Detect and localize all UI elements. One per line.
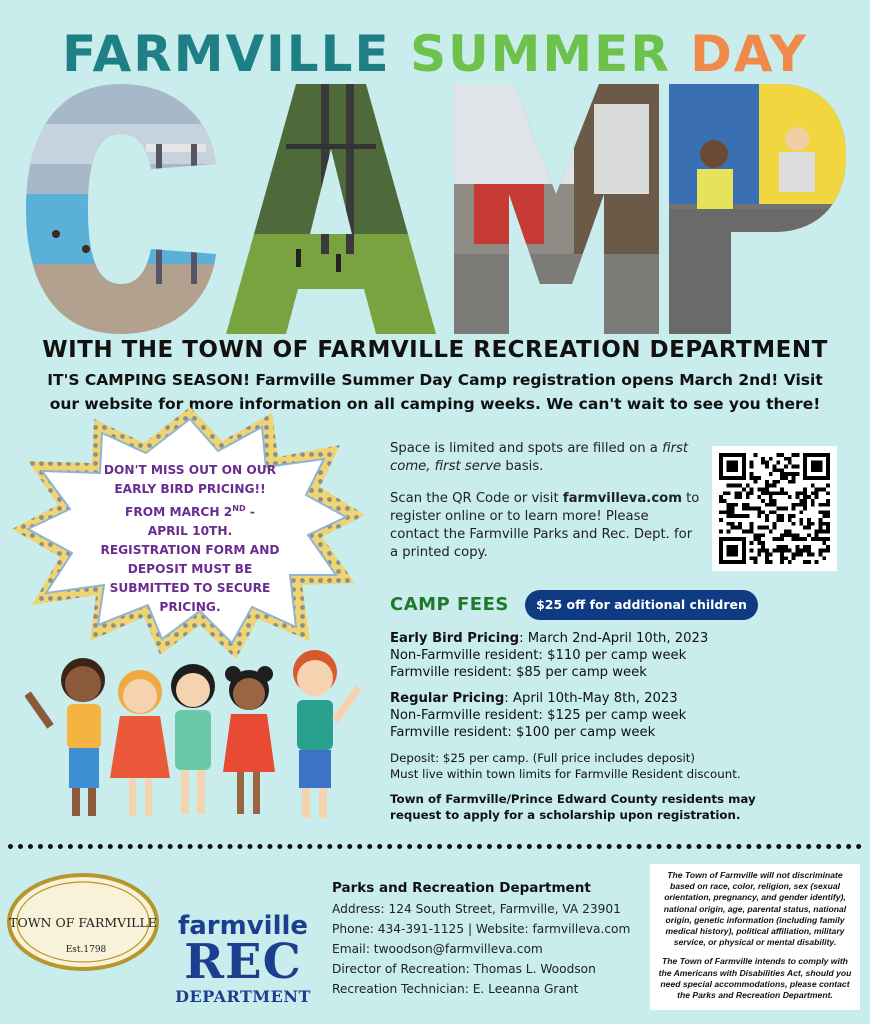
notice-paragraph: The Town of Farmville will not discriminate based on race, color, religion, sex (sexual orientation, pregnancy, and gender identify), national origin, age, parental status, national origin, genetic information (including family medical history), political affiliation, military service, or physical or mental disability. — [663, 870, 847, 948]
nondiscrimination-notice — [650, 864, 860, 1010]
rec-logo-rec: REC — [184, 934, 302, 990]
title-word-farmville: FARMVILLE — [62, 25, 391, 83]
kid-figure — [171, 664, 215, 814]
dotted-divider — [8, 844, 862, 849]
rec-logo-farmville: farmville — [177, 911, 309, 941]
callout-line: REGISTRATION FORM AND — [100, 543, 280, 558]
info-text: Space is limited and spots are filled on a — [390, 441, 663, 456]
scholarship-line: Town of Farmville/Prince Edward County residents may — [390, 792, 756, 806]
residency-note: Must live within town limits for Farmville Resident discount. — [390, 767, 741, 781]
letter-c-pool-photo — [26, 84, 216, 334]
page-title — [0, 26, 870, 82]
callout-line: DON'T MISS OUT ON OUR — [103, 463, 277, 477]
deposit-note: Deposit: $25 per camp. (Full price includes deposit) — [390, 751, 696, 765]
callout-line: SUBMITTED TO SECURE — [109, 581, 271, 596]
pricing-line: Non-Farmville resident: $110 per camp week — [390, 648, 687, 663]
pricing-line: Non-Farmville resident: $125 per camp week — [390, 708, 687, 723]
town-of-farmville-logo — [6, 872, 161, 972]
contact-email[interactable]: Email: twoodson@farmvilleva.com — [332, 942, 543, 956]
regular-pricing — [390, 690, 790, 741]
qr-code[interactable] — [712, 446, 837, 571]
farmville-rec-logo — [163, 912, 323, 1010]
sibling-discount-badge: $25 off for additional children — [525, 590, 758, 620]
contact-heading: Parks and Recreation Department — [332, 880, 591, 896]
contact-info — [332, 878, 650, 999]
callout-line — [70, 499, 310, 522]
callout-line-text: FROM MARCH 2 — [125, 505, 233, 520]
kid-figure — [223, 666, 275, 814]
logo-established: Est.1798 — [65, 945, 107, 955]
title-word-summer: SUMMER — [410, 25, 671, 83]
kid-figure — [25, 658, 105, 816]
callout-line: PRICING. — [159, 600, 221, 615]
callout-line: EARLY BIRD PRICING!! — [114, 482, 266, 496]
notice-paragraph: The Town of Farmville intends to comply with the Americans with Disabilities Act, should you need special accommodations, please contact the Parks and Recreation Department. — [658, 956, 852, 1001]
early-bird-pricing — [390, 630, 790, 681]
pricing-dates: : March 2nd-April 10th, 2023 — [519, 631, 709, 646]
intro-text: IT'S CAMPING SEASON! Farmville Summer Day Camp registration opens March 2nd! Visit our website for more information on all camping weeks. We can't wait to see you there! — [47, 371, 823, 413]
logo-town-name: TOWN OF FARMVILLE — [9, 915, 157, 930]
info-text: Scan the QR Code or visit — [390, 491, 563, 506]
pricing-dates: : April 10th-May 8th, 2023 — [504, 691, 678, 706]
kid-figure — [293, 650, 362, 818]
contact-address: Address: 124 South Street, Farmville, VA 23901 — [332, 902, 621, 916]
contact-phone: Phone: 434-391-1125 | Website: farmvilleva.com — [332, 922, 631, 936]
pricing-label: Early Bird Pricing — [390, 631, 520, 646]
kid-figure — [110, 670, 170, 816]
pricing-line: Farmville resident: $100 per camp week — [390, 725, 656, 740]
camp-fees-heading: CAMP FEES — [390, 594, 509, 615]
scholarship-note — [390, 791, 790, 823]
pricing-line: Farmville resident: $85 per camp week — [390, 665, 647, 680]
letter-p-classroom-photo — [669, 84, 846, 334]
camp-photo-letters — [26, 84, 846, 334]
callout-line: APRIL 10TH. — [147, 524, 233, 539]
subheading: WITH THE TOWN OF FARMVILLE RECREATION DEPARTMENT — [42, 337, 828, 363]
registration-info — [390, 440, 700, 576]
rec-logo-department: DEPARTMENT — [175, 987, 311, 1006]
callout-line: DEPOSIT MUST BE — [127, 562, 253, 577]
info-text: to register online or to learn more! Please contact the Farmville Parks and Rec. Dept. for a printed copy. — [390, 491, 700, 560]
callout-superscript: ND — [232, 504, 246, 513]
kids-illustration — [25, 650, 370, 830]
contact-technician: Recreation Technician: E. Leeanna Grant — [332, 982, 579, 996]
info-paragraph — [390, 490, 700, 562]
info-emphasis: first come, first serve — [390, 441, 689, 474]
early-bird-callout — [70, 461, 310, 617]
pricing-label: Regular Pricing — [390, 691, 505, 706]
qr-code-icon — [719, 453, 830, 564]
callout-line-text: - — [245, 505, 255, 520]
letter-m-firestation-photo — [454, 84, 659, 334]
pricing-details — [390, 630, 790, 823]
info-paragraph — [390, 440, 700, 476]
title-word-day: DAY — [690, 25, 808, 83]
letter-a-ropes-photo — [226, 84, 436, 334]
scholarship-line: request to apply for a scholarship upon registration. — [390, 808, 741, 822]
contact-director: Director of Recreation: Thomas L. Woodson — [332, 962, 596, 976]
website-link[interactable]: farmvilleva.com — [562, 491, 682, 506]
info-text: basis. — [501, 459, 544, 474]
